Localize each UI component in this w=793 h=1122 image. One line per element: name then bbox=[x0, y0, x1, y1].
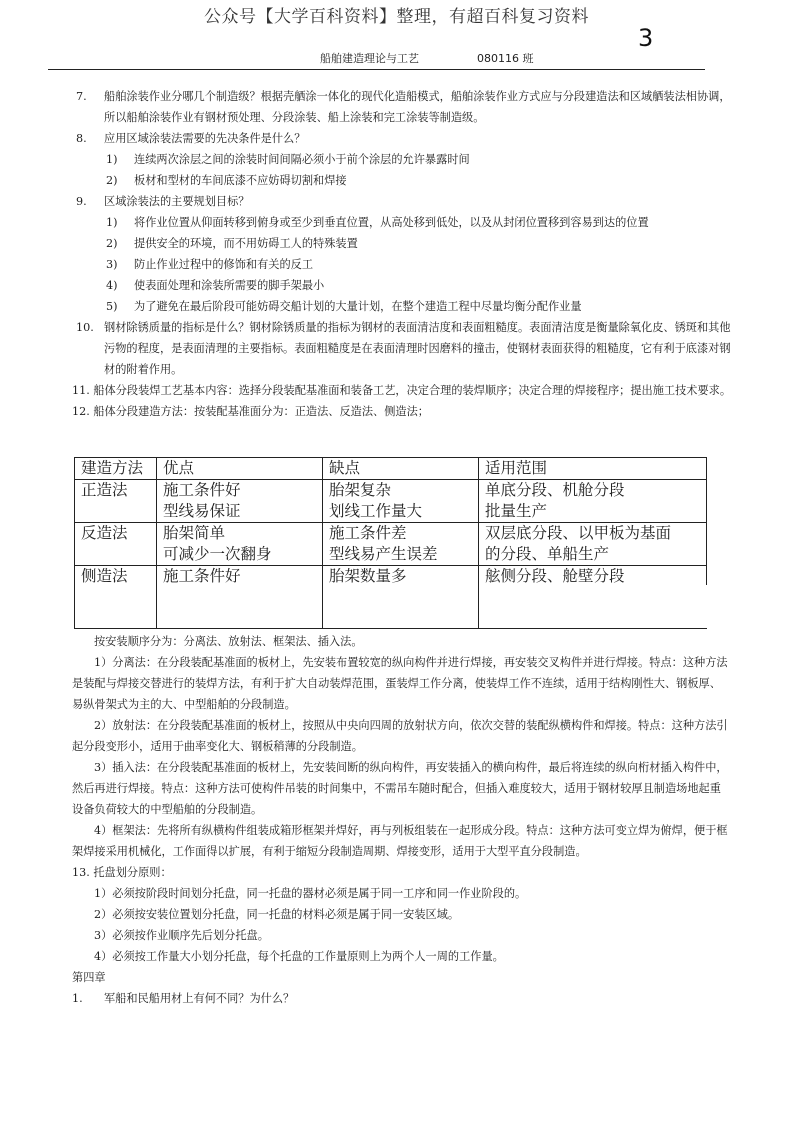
cons-cell bbox=[323, 523, 479, 566]
item-number: 4) bbox=[106, 279, 118, 292]
item-number: 3) bbox=[106, 258, 118, 271]
item-text: 将作业位置从仰面转移到俯身或至少到垂直位置，从高处移到低处，以及从封闭位置移到容易到达的位置 bbox=[134, 216, 649, 229]
scope-cell bbox=[479, 566, 708, 629]
class-label: 080116 班 bbox=[477, 52, 534, 65]
list-item bbox=[72, 212, 732, 233]
item-text: 连续两次涂层之间的涂装时间间隔必须小于前个涂层的允许暴露时间 bbox=[134, 153, 470, 166]
table-header-row bbox=[75, 458, 708, 480]
question-10 bbox=[72, 317, 732, 380]
question-8 bbox=[72, 128, 732, 149]
table-row bbox=[75, 566, 708, 629]
question-12: 12. 船体分段建造方法：按装配基准面分为：正造法、反造法、侧造法； bbox=[72, 405, 429, 418]
pros-cell bbox=[157, 566, 323, 629]
method-cell: 正造法 bbox=[75, 480, 157, 523]
install-method-insertion: 3）插入法：在分段装配基准面的板材上，先安装间断的纵向构件，再安装插入的横向构件，最后将连续的纵向桁材插入构件中，然后再进行焊接。特点：这种方法可使构件吊装的时间集中，不需吊车随时配合，但插入难度较大，适用于钢材较厚且制造场地起重设备负荷较大的中型船舶的分段制造。 bbox=[72, 761, 728, 816]
cons-line: 胎架复杂 bbox=[329, 481, 392, 499]
item-number: 5) bbox=[106, 300, 118, 313]
table-row bbox=[75, 480, 708, 523]
question-text: 船舶涂装作业分哪几个制造级？根据壳舾涂一体化的现代化造船模式，船舶涂装作业方式应与分段建造法和区域舾装法相协调，所以船舶涂装作业有钢材预处理、分段涂装、船上涂装和完工涂装等制造级。 bbox=[104, 90, 731, 124]
questions-top bbox=[72, 86, 732, 422]
question-number: 9. bbox=[76, 195, 87, 208]
item-text: 为了避免在最后阶段可能妨碍交船计划的大量计划，在整个建造工程中尽量均衡分配作业量 bbox=[134, 300, 582, 313]
table-right-border bbox=[706, 457, 707, 585]
cons-line: 胎架数量多 bbox=[329, 567, 407, 585]
question-13-title: 13. 托盘划分原则： bbox=[72, 866, 172, 879]
list-item: 4）必须按工作量大小划分托盘，每个托盘的工作量原则上为两个人一周的工作量。 bbox=[94, 950, 504, 963]
question-number: 1. bbox=[72, 992, 83, 1005]
install-method-frame: 4）框架法：先将所有纵横构件组装成箱形框架并焊好，再与列板组装在一起形成分段。特点：这种方法可变立焊为俯焊，便于框架焊接采用机械化，工作面得以扩展，有利于缩短分段制造周期、焊接变形，适用于大型平直分段制造。 bbox=[72, 824, 728, 858]
question-text: 区域涂装法的主要规划目标？ bbox=[104, 195, 250, 208]
watermark-banner: 公众号【大学百科资料】整理，有超百科复习资料 bbox=[204, 7, 589, 27]
list-item bbox=[72, 275, 732, 296]
table-header-cell: 优点 bbox=[157, 458, 323, 480]
list-item: 1）必须按阶段时间划分托盘，同一托盘的器材必须是属于同一工序和同一作业阶段的。 bbox=[94, 887, 527, 900]
list-item bbox=[72, 170, 732, 191]
install-method-separation: 1）分离法：在分段装配基准面的板材上，先安装布置较宽的纵向构件并进行焊接，再安装交叉构件并进行焊接。特点：这种方法是装配与焊接交替进行的装焊方法，有利于扩大自动装焊范围，蛋装焊工作分离，使装焊工作不连续，适用于结构刚性大、钢板厚、易纵骨架式为主的大、中型船舶的分段制造。 bbox=[72, 656, 728, 711]
question-11: 11. 船体分段装焊工艺基本内容：选择分段装配基准面和装备工艺，决定合理的装焊顺序；决定合理的焊接程序；提出施工技术要求。 bbox=[72, 384, 732, 397]
page-number: 3 bbox=[638, 24, 654, 52]
cons-cell bbox=[323, 566, 479, 629]
item-text: 板材和型材的车间底漆不应妨碍切割和焊接 bbox=[134, 174, 347, 187]
table-header-cell: 缺点 bbox=[323, 458, 479, 480]
question-number: 10. bbox=[76, 321, 94, 334]
item-text: 防止作业过程中的修饰和有关的反工 bbox=[134, 258, 314, 271]
scope-line: 双层底分段、以甲板为基面 bbox=[485, 524, 672, 542]
pros-line: 施工条件好 bbox=[163, 567, 241, 585]
item-number: 2) bbox=[106, 174, 118, 187]
list-item bbox=[72, 296, 732, 317]
list-item: 2）必须按安装位置划分托盘，同一托盘的材料必须是属于同一安装区域。 bbox=[94, 908, 460, 921]
lower-section bbox=[72, 631, 732, 1009]
list-item bbox=[72, 254, 732, 275]
construction-methods-table bbox=[74, 457, 707, 629]
list-item: 3）必须按作业顺序先后划分托盘。 bbox=[94, 929, 269, 942]
question-7 bbox=[72, 86, 732, 128]
question-text: 应用区域涂装法需要的先决条件是什么？ bbox=[104, 132, 306, 145]
cons-line: 型线易产生误差 bbox=[329, 545, 438, 563]
scope-line: 的分段、单船生产 bbox=[485, 545, 610, 563]
question-number: 8. bbox=[76, 132, 87, 145]
item-text: 使表面处理和涂装所需要的脚手架最小 bbox=[134, 279, 325, 292]
list-item bbox=[72, 233, 732, 254]
scope-line: 舷侧分段、舱壁分段 bbox=[485, 567, 625, 585]
pros-cell bbox=[157, 523, 323, 566]
pros-line: 胎架简单 bbox=[163, 524, 226, 542]
scope-cell bbox=[479, 480, 708, 523]
scope-line: 批量生产 bbox=[485, 502, 548, 520]
table-header-cell: 建造方法 bbox=[75, 458, 157, 480]
pros-line: 施工条件好 bbox=[163, 481, 241, 499]
question-number: 7. bbox=[76, 90, 87, 103]
pros-cell bbox=[157, 480, 323, 523]
cons-line: 施工条件差 bbox=[329, 524, 407, 542]
item-number: 1) bbox=[106, 153, 118, 166]
chapter4-question-1 bbox=[72, 988, 732, 1009]
scope-line: 单底分段、机舱分段 bbox=[485, 481, 625, 499]
chapter-title: 第四章 bbox=[72, 971, 106, 984]
cons-line: 划线工作量大 bbox=[329, 502, 423, 520]
list-item bbox=[72, 149, 732, 170]
course-title: 船舶建造理论与工艺 bbox=[320, 52, 419, 65]
install-order-intro: 按安装顺序分为：分离法、放射法、框架法、插入法。 bbox=[94, 635, 363, 648]
question-text: 钢材除锈质量的指标是什么？钢材除锈质量的指标为钢材的表面清洁度和表面粗糙度。表面清洁度是衡量除氧化皮、锈斑和其他污物的程度，是表面清理的主要指标。表面粗糙度是在表面清理时因磨料的撞击，使钢材表面获得的粗糙度，它有利于底漆对钢材的附着作用。 bbox=[104, 321, 731, 376]
item-text: 提供安全的环境，而不用妨碍工人的特殊装置 bbox=[134, 237, 358, 250]
pros-line: 型线易保证 bbox=[163, 502, 241, 520]
item-number: 1) bbox=[106, 216, 118, 229]
header-rule bbox=[48, 69, 705, 70]
table-header-cell: 适用范围 bbox=[479, 458, 708, 480]
table-row bbox=[75, 523, 708, 566]
scope-cell bbox=[479, 523, 708, 566]
install-method-radial: 2）放射法：在分段装配基准面的板材上，按照从中央向四周的放射状方向，依次交替的装配纵横构件和焊接。特点：这种方法引起分段变形小，适用于曲率变化大、钢板稍薄的分段制造。 bbox=[72, 719, 728, 753]
question-text: 军船和民船用材上有何不同？为什么？ bbox=[104, 992, 295, 1005]
cons-cell bbox=[323, 480, 479, 523]
method-cell: 反造法 bbox=[75, 523, 157, 566]
item-number: 2) bbox=[106, 237, 118, 250]
question-9 bbox=[72, 191, 732, 212]
pros-line: 可减少一次翻身 bbox=[163, 545, 272, 563]
method-cell: 侧造法 bbox=[75, 566, 157, 629]
